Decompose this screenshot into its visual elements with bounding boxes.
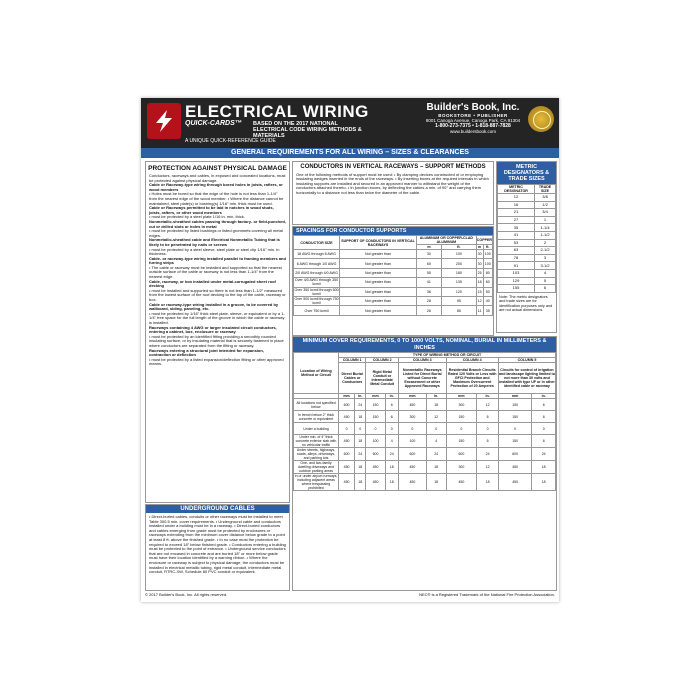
rule-text: • The cable or raceway must be installed and supported so that the nearest outside surface of the cable or raceway is not less than 1-1/4" from the nearest edge.: [149, 264, 282, 280]
protection-heading: PROTECTION AGAINST PHYSICAL DAMAGE: [148, 165, 287, 172]
table-row: [498, 239, 556, 247]
table-cell: 85: [441, 306, 476, 315]
table-cell: In or under airport runways, including adjacent areas where trespassing prohibited: [294, 474, 338, 490]
trademark-note: NEC® is a Registered Trademark of the National Fire Protection Association.: [419, 592, 555, 597]
lightning-logo-icon: [147, 103, 181, 139]
rule-heading: Raceways containing 4 AWG or larger insulated circuit conductors, entering a cabinet, box, enclosure or raceway: [149, 324, 277, 335]
table-cell: 3-1/2: [535, 262, 556, 270]
table-cell: 50: [483, 287, 492, 296]
table-cell: 35: [498, 224, 535, 232]
table-row: [498, 209, 556, 217]
table-cell: 600: [446, 448, 477, 461]
table-cell: 41: [416, 278, 441, 287]
table-cell: 78: [498, 254, 535, 262]
table-cell: 80: [483, 268, 492, 277]
cover-table: [293, 352, 556, 491]
table-cell: 30: [416, 250, 441, 259]
table-row: [294, 250, 493, 259]
table-cell: 30: [476, 259, 483, 268]
metric-heading: METRIC DESIGNATORS & TRADE SIZES: [497, 162, 556, 184]
table-cell: 63: [498, 247, 535, 255]
table-cell: 60: [483, 278, 492, 287]
table-cell: 450: [339, 461, 355, 474]
table-row: [294, 259, 493, 268]
rule-heading: Nonmetallic-sheathed cable and Electrical Nonmetallic Tubing that is likely to be penetrated by nails or screws: [149, 237, 280, 247]
metric-section: [496, 161, 557, 333]
table-cell: 150: [366, 411, 385, 423]
table-cell: 11: [476, 306, 483, 315]
vertical-heading: CONDUCTORS IN VERTICAL RACEWAYS – SUPPORT METHODS: [300, 164, 486, 170]
table-cell: 4: [385, 435, 398, 448]
table-cell: 18: [385, 461, 398, 474]
table-cell: 3/4: [535, 209, 556, 217]
rule-heading: Raceways entering a structural joint intended for expansion, contraction or deflection: [149, 347, 264, 358]
table-cell: 0: [398, 423, 426, 435]
card-title: ELECTRICAL WIRING: [185, 102, 369, 121]
table-cell: 18: [477, 474, 499, 491]
table-cell: 12: [477, 399, 499, 411]
cover-section: [292, 336, 557, 591]
table-cell: 18: [532, 474, 556, 491]
publisher-name: Builder's Book, Inc.: [426, 102, 520, 113]
table-cell: 450: [339, 411, 355, 423]
table-cell: Not greater than: [340, 306, 417, 315]
underground-text: • Direct-buried cables, conduits or other raceways must be installed to meet Table 300.5 min. cover requirements. • Underground cable and conductors installed under a building must be in a raceway. • Direct-buried conductors and cables emerging from grade must be protected by enclosures or raceways extending from the minimum cover distance below grade to a point at least 8 ft. above the finished grade. • In no case must the protection be required to exceed 18" below finished grade. • Conductors entering a building must be protected to the point of entrance. • Underground service conductors that are not encased in concrete and are buried 18" or more below grade must have their location identified by a warning ribbon. • Where the enclosure or raceway is subject to physical damage, the conductors must be installed in electrical metallic tubing, rigid metal conduit, intermediate metal conduit, RTRC-XW, Schedule 80 PVC conduit or equivalent.: [149, 514, 286, 575]
table-cell: 26: [416, 306, 441, 315]
table-row: [294, 399, 556, 411]
table-row: [294, 435, 556, 448]
column-number: COLUMN 4: [446, 358, 498, 363]
protection-intro: Conductors, raceways and cables, in exposed and concealed locations, must be protected against physical damage.: [149, 173, 286, 183]
metric-col-header: TRADE SIZE: [535, 185, 556, 194]
table-cell: 0: [532, 423, 556, 435]
rule-text: • Holes must be bored so that the edge of the hole is not less than 1-1/4" from the nearest edge of the wood member. • Where the distance cannot be maintained, steel plate(s) or bushing(s) 1/16" min. thick must be used.: [149, 191, 284, 206]
table-cell: 103: [498, 269, 535, 277]
quick-card: [141, 98, 559, 602]
table-row: [498, 201, 556, 209]
table-cell: 150: [498, 411, 531, 423]
publisher-block: [423, 102, 523, 134]
table-cell: 0: [339, 423, 355, 435]
table-cell: Not greater than: [340, 259, 417, 268]
table-row: [294, 296, 493, 305]
table-cell: 600: [398, 448, 426, 461]
table-cell: 3/8: [535, 194, 556, 202]
table-cell: 200: [441, 259, 476, 268]
gold-seal-icon: [528, 106, 554, 132]
table-cell: 18: [426, 474, 446, 491]
table-cell: 450: [366, 461, 385, 474]
rule-text: • must be protected by 1/16" thick steel plate, sleeve, or equivalent or by a 1-1/4" free space for the full length of the groove in which the cable or raceway is installed.: [149, 310, 285, 325]
table-row: [498, 285, 556, 293]
table-cell: 18: [426, 461, 446, 474]
type-header: TYPE OF WIRING METHOD OR CIRCUIT: [339, 353, 556, 358]
table-row: [294, 306, 493, 315]
unit-header: mm: [339, 394, 355, 399]
column-number: COLUMN 2: [366, 358, 399, 363]
table-cell: 12: [476, 296, 483, 305]
table-row: [498, 254, 556, 262]
table-cell: 600: [366, 448, 385, 461]
table-cell: 300: [398, 411, 426, 423]
table-cell: 40: [483, 296, 492, 305]
table-cell: 300: [446, 399, 477, 411]
table-cell: 120: [441, 287, 476, 296]
cover-heading: MINIMUM COVER REQUIREMENTS, 0 TO 1000 VOLTS, NOMINAL, BURIAL IN MILLIMETERS & INCHES: [293, 337, 556, 352]
table-cell: 36: [416, 287, 441, 296]
metric-col-header: METRIC DESIGNATOR: [498, 185, 535, 194]
footer: [145, 592, 555, 597]
table-cell: Over 4/0 AWG through 350 kcmil: [294, 278, 339, 287]
rule-text: • must be protected by a steel plate 1/16 in. min. thick.: [149, 214, 245, 220]
table-cell: 24: [477, 448, 499, 461]
table-cell: 24: [426, 448, 446, 461]
rule-heading: Cable- or raceway-type wiring installed parallel to framing members and furring strips: [149, 255, 286, 266]
table-cell: Over 500 kcmil through 750 kcmil: [294, 297, 339, 306]
table-cell: 25: [476, 268, 483, 277]
table-cell: 450: [398, 399, 426, 411]
unit-header: m: [478, 245, 482, 249]
table-cell: 18: [355, 411, 366, 423]
rule-text: • must be installed and supported so there is not less than 1-1/2" measured from the lowest surface of the roof decking to the top of the cable, raceway or box.: [149, 287, 286, 303]
column-title: Rigid Metal Conduit or Intermediate Metal Conduit: [366, 363, 399, 394]
table-cell: 450: [498, 461, 531, 474]
table-cell: 450: [446, 474, 477, 491]
tagline: A UNIQUE QUICK-REFERENCE GUIDE: [185, 138, 276, 144]
card-header: [141, 98, 559, 148]
table-cell: 180: [441, 268, 476, 277]
table-cell: 300: [446, 461, 477, 474]
table-cell: One- and two-family dwelling driveways and outdoor parking areas: [294, 461, 339, 474]
table-cell: 0: [446, 423, 477, 435]
column-title: Residential Branch Circuits Rated 120 Volts or Less with GFCI Protection and Maximum Overcurrent Protection of 20 Amperes: [446, 363, 498, 394]
table-cell: 18: [355, 461, 366, 474]
table-row: [294, 287, 493, 296]
table-cell: 21: [498, 209, 535, 217]
table-cell: 450: [339, 474, 355, 491]
table-cell: 150: [498, 399, 531, 411]
table-cell: 55: [416, 268, 441, 277]
table-cell: 28: [416, 296, 441, 305]
rule-text: • must be protected by a steel sleeve, steel plate or steel clip 1/16" min. in thickness.: [149, 246, 280, 257]
spacing-col-header: SUPPORT OF CONDUCTORS IN VERTICAL RACEWAYS: [340, 236, 417, 250]
table-cell: 2: [535, 239, 556, 247]
table-cell: 53: [498, 239, 535, 247]
table-cell: Over 350 kcmil through 500 kcmil: [294, 287, 339, 296]
table-cell: 1: [535, 216, 556, 224]
table-cell: 150: [366, 399, 385, 411]
table-cell: 4: [426, 435, 446, 448]
table-row: [294, 474, 556, 491]
table-cell: 3: [535, 254, 556, 262]
section-band: GENERAL REQUIREMENTS FOR ALL WIRING – SIZES & CLEARANCES: [141, 148, 559, 158]
card-subtitle: QUICK-CARDS™: [185, 120, 242, 127]
table-cell: 24: [355, 448, 366, 461]
table-cell: 4: [535, 269, 556, 277]
table-cell: 12: [477, 461, 499, 474]
table-cell: 100: [441, 250, 476, 259]
table-cell: 100: [366, 435, 385, 448]
table-cell: 450: [366, 474, 385, 491]
table-cell: 1/2: [535, 201, 556, 209]
table-cell: 600: [498, 448, 531, 461]
table-row: [294, 411, 556, 423]
column-number: COLUMN 5: [498, 358, 555, 363]
table-cell: 24: [532, 448, 556, 461]
vertical-raceways-section: [292, 161, 494, 225]
table-row: [294, 461, 556, 474]
unit-header: mm: [446, 394, 477, 399]
table-cell: 24: [355, 399, 366, 411]
table-cell: 18: [355, 435, 366, 448]
table-cell: 129: [498, 277, 535, 285]
table-cell: Not greater than: [340, 278, 417, 287]
rule-heading: Cable, raceway, or box installed under metal-corrugated sheet roof decking: [149, 278, 276, 289]
table-cell: 12: [498, 194, 535, 202]
table-cell: Under min. of 4" thick concrete exterior slab with no vehicular traffic: [294, 435, 339, 448]
rule-heading: Cable or Raceway-type wiring through bored holes in joists, rafters, or wood members: [149, 182, 283, 192]
table-cell: 1-1/4: [535, 224, 556, 232]
table-row: [294, 423, 556, 435]
table-cell: 18 AWG through 8 AWG: [294, 250, 340, 259]
table-cell: In trench below 2" thick concrete or equivalent: [294, 411, 339, 423]
table-cell: 6: [385, 399, 398, 411]
publisher-phone: 1-800-273-7375 • 1-818-887-7828: [435, 123, 511, 129]
table-cell: 600: [339, 448, 355, 461]
rule-heading: Cable or Raceways permitted to be laid in notches in wood studs, joists, rafters, or other wood members: [149, 205, 274, 215]
underground-heading: UNDERGROUND CABLES: [146, 505, 289, 513]
spacing-table: [293, 235, 493, 316]
table-cell: 0: [385, 423, 398, 435]
table-row: [498, 269, 556, 277]
table-cell: 6: [535, 285, 556, 293]
table-cell: 2-1/2: [535, 247, 556, 255]
spacing-col-header: ALUMINUM OR COPPER-CLAD ALUMINUM: [416, 236, 476, 245]
table-cell: 0: [366, 423, 385, 435]
table-cell: Under streets, highways, roads, alleys, driveways, and parking lots: [294, 448, 339, 461]
copyright: © 2017 Builder's Book, Inc. All rights reserved.: [145, 592, 228, 597]
table-row: [498, 277, 556, 285]
table-cell: 100: [483, 259, 492, 268]
table-cell: 100: [483, 250, 492, 259]
table-row: [294, 268, 493, 277]
table-cell: 450: [398, 474, 426, 491]
table-cell: 18: [355, 474, 366, 491]
table-cell: 6: [532, 411, 556, 423]
unit-header: mm: [398, 394, 426, 399]
table-cell: 60: [416, 259, 441, 268]
table-cell: 1-1/2: [535, 231, 556, 239]
spacing-heading: SPACINGS FOR CONDUCTOR SUPPORTS: [293, 227, 493, 235]
table-cell: 16: [498, 201, 535, 209]
column-title: Circuits for control of irrigation and landscape lighting limited to not more than 30 volts and installed with type UF or in other identified cable or raceway: [498, 363, 555, 394]
table-row: [498, 231, 556, 239]
table-cell: Not greater than: [340, 296, 417, 305]
table-cell: 5: [535, 277, 556, 285]
spacing-section: [292, 226, 494, 336]
table-cell: All locations not specified below: [294, 399, 339, 411]
protection-text: [146, 172, 289, 369]
table-cell: 100: [398, 435, 426, 448]
table-cell: 150: [498, 435, 531, 448]
table-row: [498, 216, 556, 224]
table-cell: 450: [498, 474, 531, 491]
column-number: COLUMN 3: [398, 358, 446, 363]
underground-section: [145, 504, 290, 591]
spacing-col-header: COPPER: [476, 236, 492, 245]
unit-header: in.: [477, 394, 499, 399]
table-cell: 18: [426, 399, 446, 411]
column-title: Nonmetallic Raceways Listed for Direct Burial without Concrete Encasement or other Approved Raceways: [398, 363, 446, 394]
table-cell: 35: [483, 306, 492, 315]
publisher-address: 8001 Canoga Avenue, Canoga Park, CA 91304: [425, 118, 521, 123]
unit-header: in.: [532, 394, 556, 399]
column-title: Direct Burial Cables or Conductors: [339, 363, 366, 394]
table-cell: 450: [398, 461, 426, 474]
table-cell: 6 AWG through 1/0 AWG: [294, 259, 340, 268]
table-cell: 95: [441, 296, 476, 305]
table-cell: 155: [498, 285, 535, 293]
table-cell: 450: [339, 435, 355, 448]
metric-table: [497, 184, 556, 293]
table-cell: 27: [498, 216, 535, 224]
column-number: COLUMN 1: [339, 358, 366, 363]
unit-header: in.: [385, 394, 398, 399]
location-header: Location of Wiring Method or Circuit: [294, 353, 339, 394]
table-cell: Not greater than: [340, 250, 417, 259]
table-cell: Over 750 kcmil: [294, 306, 340, 315]
publisher-sub: BOOKSTORE • PUBLISHER: [438, 113, 508, 118]
table-row: [294, 278, 493, 287]
rule-heading: Cable or raceway-type wiring installed in a groove, to be covered by wallboard, siding, paneling, etc.: [149, 301, 279, 312]
table-cell: 600: [339, 399, 355, 411]
table-row: [498, 247, 556, 255]
table-cell: 150: [446, 411, 477, 423]
table-cell: 91: [498, 262, 535, 270]
table-cell: 6: [532, 435, 556, 448]
metric-note: Note: The metric designators and trade sizes are for identification purposes only and are not actual dimensions.: [499, 294, 553, 312]
table-row: [498, 194, 556, 202]
table-cell: 135: [441, 278, 476, 287]
vertical-text: One of the following methods of support must be used: • By clamping devices constructed of or employing insulating wedges inserted in the ends of the raceways. • By inserting boxes at the required intervals in which insulating supports are installed and secured in an approved manner to withstand the weight of the conductors attached thereto. • In junction boxes, by deflecting the cables a min. of 90° and carrying them horizontally to a distance not less than twice the diameter of the cable.: [296, 171, 489, 195]
rule-text: • must be protected by an identified fitting providing a smoothly rounded insulating surface, or by insulating material that is securely fastened in place where conductors are separated from the fitting or raceway.: [149, 333, 284, 348]
table-cell: 0: [355, 423, 366, 435]
unit-header: m: [416, 245, 441, 250]
table-cell: 18: [385, 474, 398, 491]
table-cell: 41: [498, 231, 535, 239]
table-cell: 12: [426, 411, 446, 423]
table-cell: 24: [385, 448, 398, 461]
rule-text: • must be protected by a listed expansion/deflection fitting or other approved means.: [149, 356, 284, 367]
table-cell: 6: [385, 411, 398, 423]
unit-header: in.: [355, 394, 366, 399]
table-cell: 0: [498, 423, 531, 435]
table-cell: 18: [476, 278, 483, 287]
unit-header: in.: [426, 394, 446, 399]
table-cell: 18: [532, 461, 556, 474]
table-cell: 6: [477, 411, 499, 423]
unit-header: mm: [498, 394, 531, 399]
unit-header: mm: [366, 394, 385, 399]
table-cell: 150: [446, 435, 477, 448]
protection-section: [145, 161, 290, 503]
rule-heading: Nonmetallic-sheathed cables passing through factory- or field-punched, cut or drilled slots or holes in metal: [149, 218, 286, 229]
table-cell: 0: [426, 423, 446, 435]
publisher-website: www.buildersbook.com: [449, 129, 497, 134]
table-cell: Not greater than: [340, 287, 417, 296]
table-cell: Not greater than: [340, 268, 417, 277]
table-cell: 30: [476, 250, 483, 259]
unit-header: ft.: [441, 245, 476, 250]
rule-text: • must be protected by listed bushings or listed grommets covering all metal edges.: [149, 228, 283, 238]
table-row: [498, 262, 556, 270]
table-cell: 15: [476, 287, 483, 296]
table-row: [498, 224, 556, 232]
table-cell: 6: [477, 435, 499, 448]
table-cell: 6: [532, 399, 556, 411]
table-cell: 0: [477, 423, 499, 435]
unit-header: ft.: [483, 245, 492, 250]
spacing-col-header: CONDUCTOR SIZE: [294, 236, 340, 250]
table-cell: 2/0 AWG through 4/0 AWG: [294, 268, 340, 277]
table-cell: Under a building: [294, 423, 339, 435]
table-row: [294, 448, 556, 461]
code-basis: BASED ON THE 2017 NATIONAL ELECTRICAL CODE WIRING METHODS & MATERIALS: [253, 121, 362, 139]
